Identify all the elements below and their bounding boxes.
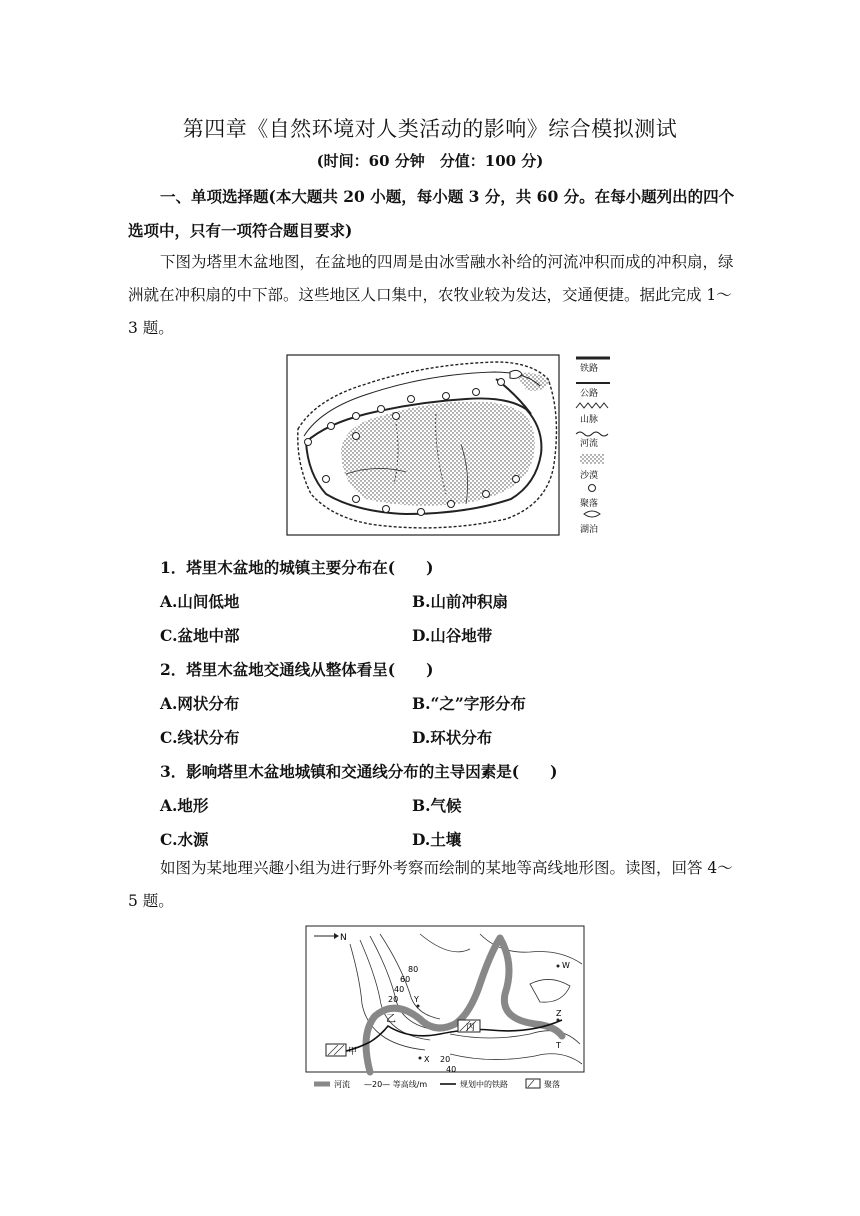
legend-river: 河流	[580, 439, 599, 449]
tarim-basin-map	[286, 354, 616, 544]
question-1-option-a[interactable]: A.山间低地	[160, 592, 240, 611]
page-subtitle: (时间：60 分钟 分值：100 分)	[316, 152, 544, 170]
question-3-option-c[interactable]: C.水源	[160, 830, 209, 849]
question-2-option-b[interactable]: B.“之”字形分布	[412, 694, 526, 713]
contour-label-80: 80	[408, 965, 419, 974]
legend-road: 公路	[580, 389, 599, 399]
question-1-option-b[interactable]: B.山前冲积扇	[412, 592, 508, 611]
question-1-option-d[interactable]: D.山谷地带	[412, 626, 493, 645]
legend-contour: —20— 等高线/m	[364, 1080, 428, 1089]
legend-settlement-2: 聚落	[544, 1080, 560, 1089]
question-1-option-c[interactable]: C.盆地中部	[160, 626, 240, 645]
passage-2: 如图为某地理兴趣小组为进行野外考察而绘制的某地等高线地形图。读图，回答 4～5 题。	[128, 859, 733, 910]
legend-lake: 湖泊	[580, 525, 599, 535]
section-instructions	[128, 180, 740, 248]
contour-label-20: 20	[388, 995, 399, 1004]
question-2-stem: 2．塔里木盆地交通线从整体看呈( )	[160, 660, 434, 679]
legend-settlement: 聚落	[580, 499, 599, 509]
question-3-option-a[interactable]: A.地形	[160, 796, 209, 815]
page-title: 第四章《自然环境对人类活动的影响》综合模拟测试	[182, 117, 678, 141]
legend-desert: 沙漠	[580, 471, 599, 481]
label-yi: 乙	[386, 1014, 396, 1025]
label-y: Y	[414, 995, 419, 1004]
label-w: W	[562, 961, 570, 970]
question-2-option-c[interactable]: C.线状分布	[160, 728, 240, 747]
label-t: T	[556, 1041, 561, 1050]
legend-river-2: 河流	[334, 1080, 350, 1089]
label-z: Z	[556, 1009, 562, 1018]
section-heading: 一、单项选择题	[160, 187, 269, 206]
label-bing: 丙	[466, 1023, 476, 1033]
question-3-stem: 3．影响塔里木盆地城镇和交通线分布的主导因素是( )	[160, 762, 558, 781]
question-2-option-a[interactable]: A.网状分布	[160, 694, 240, 713]
contour-label-20-south: 20	[440, 1055, 451, 1064]
legend-railway: 铁路	[580, 364, 599, 374]
contour-map	[300, 924, 590, 1098]
question-1-stem: 1．塔里木盆地的城镇主要分布在( )	[160, 558, 434, 577]
question-3-option-d[interactable]: D.土壤	[412, 830, 462, 849]
contour-label-60: 60	[400, 975, 411, 984]
label-jia: 甲	[348, 1047, 358, 1057]
question-2-option-d[interactable]: D.环状分布	[412, 728, 493, 747]
section-description: (本大题共 20 小题，每小题 3 分，共 60 分。在每小题列出的四个选项中，只有一项符合题目要求)	[128, 187, 735, 240]
north-label: N	[340, 933, 347, 943]
legend-railway-2: 规划中的铁路	[460, 1080, 508, 1089]
legend-mountain: 山脉	[580, 415, 599, 425]
question-3-option-b[interactable]: B.气候	[412, 796, 462, 815]
label-x: X	[424, 1055, 430, 1064]
contour-label-40-south: 40	[446, 1065, 457, 1074]
passage-1: 下图为塔里木盆地图，在盆地的四周是由冰雪融水补给的河流冲积而成的冲积扇，绿洲就在冲积扇的中下部。这些地区人口集中，农牧业较为发达，交通便捷。据此完成 1～3 题。	[128, 253, 734, 337]
contour-label-40: 40	[394, 985, 405, 994]
